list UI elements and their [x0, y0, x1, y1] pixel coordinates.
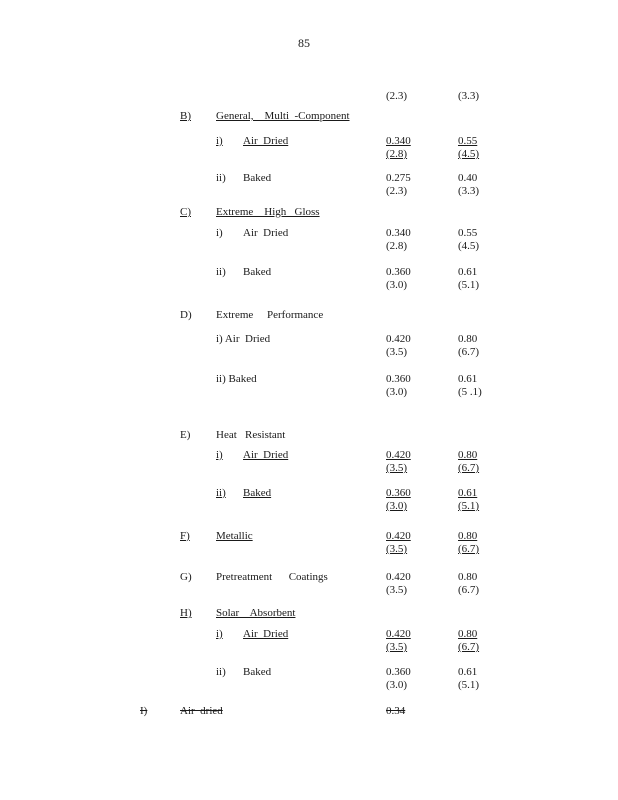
row-d-ii-c1: 0.360	[386, 373, 411, 385]
section-letter-g: G)	[180, 571, 192, 583]
row-g-c2b: (6.7)	[458, 584, 480, 596]
row-e-i-c1b: (3.5)	[386, 462, 408, 474]
row-g-c2: 0.80	[458, 571, 478, 583]
row-b-i-num: i)	[216, 135, 223, 147]
section-label-i: Air dried	[180, 705, 223, 717]
section-label-g: Pretreatment Coatings	[216, 571, 328, 583]
section-label-d: Extreme Performance	[216, 309, 324, 321]
section-label-e: Heat Resistant	[216, 429, 286, 441]
row-h-ii-c2: 0.61	[458, 666, 478, 678]
section-letter-h: H)	[180, 607, 192, 619]
row-b-ii-c1: 0.275	[386, 172, 411, 184]
row-h-i-label: Air Dried	[243, 628, 289, 640]
row-h-i-c1b: (3.5)	[386, 641, 408, 653]
row-e-ii-num: ii)	[216, 487, 226, 499]
row-h-ii-c2b: (5.1)	[458, 679, 480, 691]
row-h-i-c2: 0.80	[458, 628, 478, 640]
row-d-i-label: i) Air Dried	[216, 333, 271, 345]
section-letter-d: D)	[180, 309, 192, 321]
row-e-i-c1: 0.420	[386, 449, 411, 461]
row-b-i-label: Air Dried	[243, 135, 289, 147]
row-e-ii-c2b: (5.1)	[458, 500, 480, 512]
row-h-ii-c1: 0.360	[386, 666, 411, 678]
row-e-i-label: Air Dried	[243, 449, 289, 461]
row-c-i-c2: 0.55	[458, 227, 478, 239]
row-c-ii-c1: 0.360	[386, 266, 411, 278]
section-label-h: Solar Absorbent	[216, 607, 296, 619]
section-letter-i: I)	[140, 705, 148, 717]
row-d-ii-label: ii) Baked	[216, 373, 257, 385]
section-label-b: General, Multi -Component	[216, 110, 350, 122]
row-d-i-c1b: (3.5)	[386, 346, 408, 358]
section-label-f: Metallic	[216, 530, 253, 542]
row-c-ii-c1b: (3.0)	[386, 279, 408, 291]
row-c-ii-num: ii)	[216, 266, 226, 278]
row-e-ii-label: Baked	[243, 487, 272, 499]
row-b-ii-label: Baked	[243, 172, 272, 184]
row-f-c1: 0.420	[386, 530, 411, 542]
row-c-ii-label: Baked	[243, 266, 272, 278]
row-g-c1: 0.420	[386, 571, 411, 583]
row-e-i-c2b: (6.7)	[458, 462, 480, 474]
section-letter-b: B)	[180, 110, 191, 122]
row-e-ii-c1b: (3.0)	[386, 500, 408, 512]
row-e-ii-c1: 0.360	[386, 487, 411, 499]
continued-c2: (3.3)	[458, 90, 480, 102]
row-h-i-num: i)	[216, 628, 223, 640]
row-b-ii-c2b: (3.3)	[458, 185, 480, 197]
row-f-c1b: (3.5)	[386, 543, 408, 555]
row-d-i-c1: 0.420	[386, 333, 411, 345]
row-c-i-c1: 0.340	[386, 227, 411, 239]
row-d-i-c2b: (6.7)	[458, 346, 480, 358]
row-h-ii-c1b: (3.0)	[386, 679, 408, 691]
continued-c1: (2.3)	[386, 90, 408, 102]
row-i-c1: 0.34	[386, 705, 406, 717]
row-d-ii-c2b: (5 .1)	[458, 386, 482, 398]
row-h-i-c1: 0.420	[386, 628, 411, 640]
row-f-c2b: (6.7)	[458, 543, 480, 555]
row-c-i-c2b: (4.5)	[458, 240, 480, 252]
row-e-i-c2: 0.80	[458, 449, 478, 461]
row-c-ii-c2: 0.61	[458, 266, 478, 278]
row-b-i-c2: 0.55	[458, 135, 478, 147]
row-b-i-c1b: (2.8)	[386, 148, 408, 160]
row-d-ii-c2: 0.61	[458, 373, 478, 385]
row-c-i-num: i)	[216, 227, 223, 239]
section-letter-e: E)	[180, 429, 191, 441]
row-d-i-c2: 0.80	[458, 333, 478, 345]
row-c-ii-c2b: (5.1)	[458, 279, 480, 291]
row-g-c1b: (3.5)	[386, 584, 408, 596]
row-e-ii-c2: 0.61	[458, 487, 478, 499]
row-b-ii-num: ii)	[216, 172, 226, 184]
row-h-ii-label: Baked	[243, 666, 272, 678]
row-c-i-c1b: (2.8)	[386, 240, 408, 252]
row-f-c2: 0.80	[458, 530, 478, 542]
row-b-ii-c1b: (2.3)	[386, 185, 408, 197]
row-d-ii-c1b: (3.0)	[386, 386, 408, 398]
row-b-i-c2b: (4.5)	[458, 148, 480, 160]
row-e-i-num: i)	[216, 449, 223, 461]
row-h-ii-num: ii)	[216, 666, 226, 678]
row-b-i-c1: 0.340	[386, 135, 411, 147]
row-h-i-c2b: (6.7)	[458, 641, 480, 653]
row-b-ii-c2: 0.40	[458, 172, 478, 184]
row-c-i-label: Air Dried	[243, 227, 289, 239]
section-label-c: Extreme High Gloss	[216, 206, 320, 218]
section-letter-f: F)	[180, 530, 190, 542]
section-letter-c: C)	[180, 206, 191, 218]
page-number: 85	[298, 36, 310, 50]
